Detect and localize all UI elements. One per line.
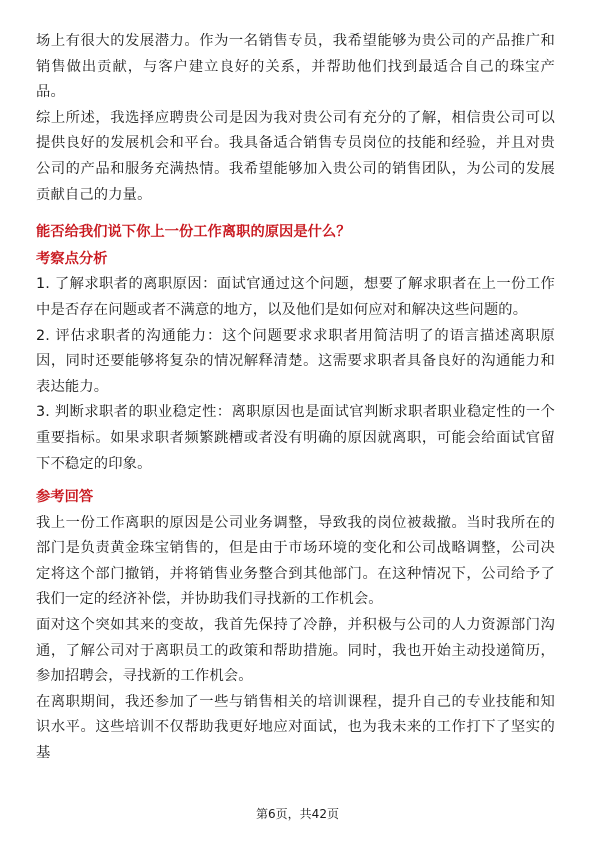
answer-title: 参考回答 bbox=[36, 489, 94, 506]
analysis-item: 2. 评估求职者的沟通能力：这个问题要求求职者用简洁明了的语言描述离职原因，同时还要能够将复杂的情况解释清楚。这需要求职者具备良好的沟通能力和表达能力。 bbox=[36, 327, 555, 395]
intro-paragraph: 场上有很大的发展潜力。作为一名销售专员，我希望能够为贵公司的产品推广和销售做出贡献，与客户建立良好的关系，并帮助他们找到最适合自己的珠宝产品。 bbox=[36, 33, 555, 101]
interview-question: 能否给我们说下你上一份工作离职的原因是什么？ bbox=[36, 224, 351, 241]
analysis-item: 3. 判断求职者的职业稳定性：离职原因也是面试官判断求职者职业稳定性的一个重要指标。如果求职者频繁跳槽或者没有明确的原因就离职，可能会给面试官留下不稳定的印象。 bbox=[36, 404, 555, 472]
answer-paragraph: 面对这个突如其来的变故，我首先保持了冷静，并积极与公司的人力资源部门沟通，了解公司对于离职员工的政策和帮助措施。同时，我也开始主动投递简历，参加招聘会，寻找新的工作机会。 bbox=[36, 617, 555, 685]
answer-paragraph: 我上一份工作离职的原因是公司业务调整，导致我的岗位被裁撤。当时我所在的部门是负责黄金珠宝销售的，但是由于市场环境的变化和公司战略调整，公司决定将这个部门撤销，并将销售业务整合到其他部门。在这种情况下，公司给予了我们一定的经济补偿，并协助我们寻找新的工作机会。 bbox=[36, 514, 555, 608]
page-number: 第6页，共42页 bbox=[256, 807, 339, 821]
answer-paragraph: 在离职期间，我还参加了一些与销售相关的培训课程，提升自己的专业技能和知识水平。这些培训不仅帮助我更好地应对面试，也为我未来的工作打下了坚实的基 bbox=[36, 693, 555, 762]
intro-paragraph: 综上所述，我选择应聘贵公司是因为我对贵公司有充分的了解，相信贵公司可以提供良好的发展机会和平台。我具备适合销售专员岗位的技能和经验，并且对贵公司的产品和服务充满热情。我希望能够加入贵公司的销售团队，为公司的发展贡献自己的力量。 bbox=[36, 109, 555, 203]
analysis-title: 考察点分析 bbox=[36, 250, 108, 267]
analysis-item: 1. 了解求职者的离职原因：面试官通过这个问题，想要了解求职者在上一份工作中是否存在问题或者不满意的地方，以及他们是如何应对和解决这些问题的。 bbox=[36, 276, 555, 318]
